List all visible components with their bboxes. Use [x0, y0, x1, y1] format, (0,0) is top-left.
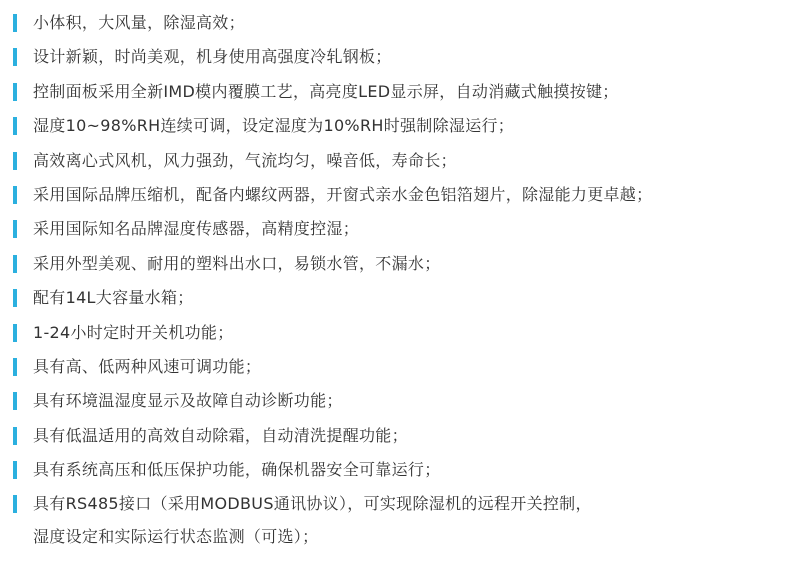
- list-item: [13, 75, 783, 109]
- feature-text: 1-24小时定时开关机功能；: [33, 322, 234, 342]
- bullet-bar: [13, 324, 17, 342]
- bullet-bar: [13, 186, 17, 204]
- bullet-bar: [13, 495, 17, 513]
- feature-text: 设计新颖，时尚美观，机身使用高强度冷轧钢板；: [33, 47, 392, 67]
- bullet-bar: [13, 14, 17, 32]
- list-item: [13, 350, 783, 384]
- feature-text: 小体积，大风量，除湿高效；: [33, 13, 245, 32]
- feature-text-line-1: 具有RS485接口（采用MODBUS通讯协议），可实现除湿机的远程开关控制，: [33, 494, 592, 514]
- list-item: [13, 384, 783, 418]
- list-item: [13, 40, 783, 74]
- feature-text: 高效离心式风机，风力强劲，气流均匀，噪音低，寿命长；: [33, 150, 457, 170]
- bullet-bar: [13, 83, 17, 101]
- bullet-bar: [13, 289, 17, 307]
- bullet-bar: [13, 48, 17, 66]
- feature-text: 具有低温适用的高效自动除霜，自动清洗提醒功能；: [33, 425, 408, 445]
- feature-text: 配有14L大容量水箱；: [33, 288, 194, 308]
- list-item: [13, 6, 783, 40]
- list-item: [13, 109, 783, 143]
- list-item: [13, 316, 783, 350]
- feature-text: 湿度10~98%RH连续可调，设定湿度为10%RH时强制除湿运行；: [33, 116, 515, 136]
- bullet-bar: [13, 358, 17, 376]
- feature-list: [13, 6, 783, 553]
- list-item: [13, 281, 783, 315]
- feature-text: 具有系统高压和低压保护功能，确保机器安全可靠运行；: [33, 460, 441, 480]
- bullet-bar: [13, 461, 17, 479]
- feature-text: 控制面板采用全新IMD模内覆膜工艺，高亮度LED显示屏，自动消藏式触摸按键；: [33, 81, 619, 101]
- bullet-bar: [13, 152, 17, 170]
- list-item: [13, 419, 783, 453]
- feature-text: 采用国际知名品牌湿度传感器，高精度控湿；: [33, 219, 360, 239]
- bullet-bar: [13, 392, 17, 410]
- list-item: [13, 178, 783, 212]
- feature-text: 具有高、低两种风速可调功能；: [33, 356, 262, 376]
- bullet-bar: [13, 117, 17, 135]
- feature-text-line-2: 湿度设定和实际运行状态监测（可选）；: [33, 527, 319, 547]
- list-item: [13, 487, 783, 553]
- bullet-bar: [13, 255, 17, 273]
- feature-text: 采用外型美观、耐用的塑料出水口，易锁水管，不漏水；: [33, 253, 441, 273]
- feature-text: 具有环境温湿度显示及故障自动诊断功能；: [33, 391, 343, 411]
- list-item: [13, 453, 783, 487]
- list-item: [13, 247, 783, 281]
- bullet-bar: [13, 427, 17, 445]
- list-item: [13, 144, 783, 178]
- feature-text: [33, 487, 592, 553]
- feature-text: 采用国际品牌压缩机，配备内螺纹两器，开窗式亲水金色铝箔翅片，除湿能力更卓越；: [33, 184, 653, 204]
- list-item: [13, 212, 783, 246]
- bullet-bar: [13, 220, 17, 238]
